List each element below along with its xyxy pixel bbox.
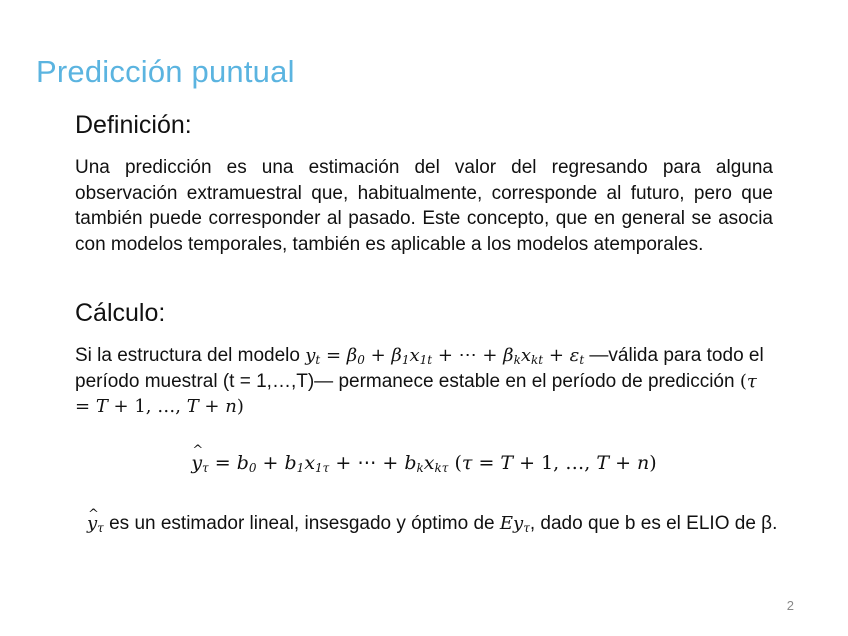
page-number: 2 — [786, 598, 794, 613]
prediction-equation: ^ $y_\tau = b_0 + b_1x_{1\tau}$ + ⋯ + $b_kx_{k\tau}$ (τ = T + 1, …, T + n) — [0, 452, 848, 474]
calc-text-part2: —válida para todo el período muestral (t = 1,…,T)— permanece estable en el período de predicción — [75, 345, 764, 392]
slide-title: Predicción puntual — [36, 54, 295, 89]
y-hat-symbol: ^ $y_\tau$ — [87, 513, 104, 534]
note-text-part2: , dado que b es el ELIO de β. — [529, 513, 778, 534]
estimator-note — [87, 511, 787, 537]
calculation-paragraph — [75, 343, 775, 420]
prediction-range: (τ = T + 1, …, T + n) — [75, 370, 757, 417]
note-text-part1: es un estimador lineal, insesgado y óptimo de — [109, 513, 495, 534]
calc-text-part1: Si la estructura del modelo — [75, 345, 300, 366]
model-equation: $y_t = \beta_0 + \beta_1x_{1t}$ + ⋯ + $\beta_kx_{kt} + \varepsilon_t$ — [305, 345, 585, 367]
definition-heading: Definición: — [75, 111, 192, 139]
calculation-heading: Cálculo: — [75, 299, 166, 327]
expected-value-symbol: $Ey_\tau$ — [499, 513, 530, 535]
definition-paragraph: Una predicción es una estimación del valor del regresando para alguna observación extramuestral que, habitualmente, corresponde al futuro, pero que también puede corresponder al pasado. Este concepto, que en general se asocia con modelos temporales, también es aplicable a los modelos atemporales. — [75, 157, 773, 255]
